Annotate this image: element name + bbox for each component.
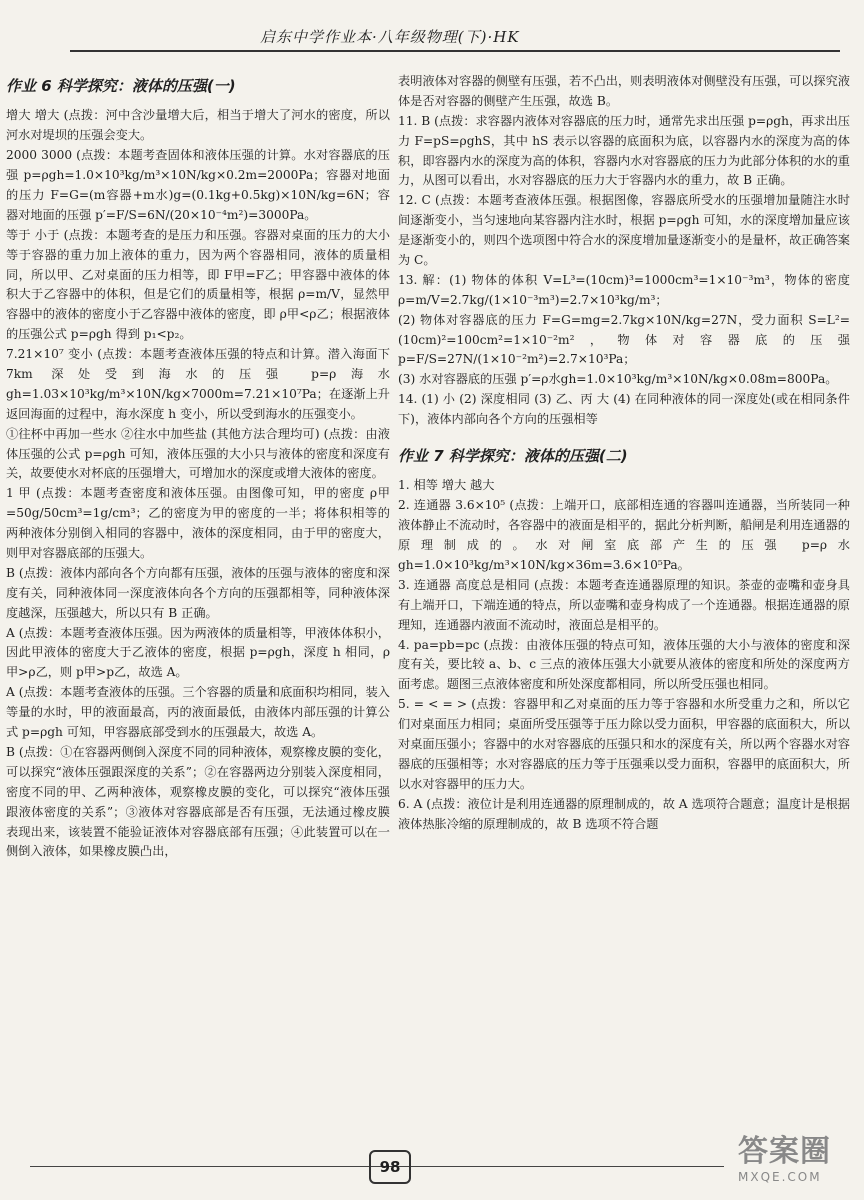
right-column — [398, 72, 850, 835]
answer-paragraph: 5. = < = > (点拨：容器甲和乙对桌面的压力等于容器和水所受重力之和，所以它们对桌面压力相同；桌面所受压强等于压力除以受力面积，甲容器的底面积大，所以对桌面压强小；容器中的水对容器底的压强只和水的深度有关，所以两个容器水对容器底的压强相等；水对容器底的压力等于压强乘以受力面积，容器甲的底面积大，所以水对容器甲的压力大。 — [398, 697, 850, 791]
header-rule — [70, 50, 840, 52]
answer-paragraph: 7.21×10⁷ 变小 (点拨：本题考查液体压强的特点和计算。潜入海面下 7km 深处受到海水的压强 p=ρ海水gh=1.03×10³kg/m³×10N/kg×7000m=7.21×10⁷Pa；在逐渐上升返回海面的过程中，海水深度 h 变小，所以受到海水的压强变小。 — [6, 347, 390, 421]
answer-paragraph: 4. pa=pb=pc (点拨：由液体压强的特点可知，液体压强的大小与液体的密度和深度有关，要比较 a、b、c 三点的液体压强大小就要从液体的密度和所处的深度两方面考虑。题图三点液体密度和所处深度都相同，所以所受压强也相同。 — [398, 637, 850, 692]
answer-paragraph: A (点拨：本题考查液体的压强。三个容器的质量和底面积均相同，装入等量的水时，甲的液面最高，丙的液面最低，由液体内部压强的计算公式 p=ρgh 可知，甲容器底部受到水的压强最大，故选 A。 — [6, 685, 390, 740]
answer-paragraph: 12. C (点拨：本题考查液体压强。根据图像，容器底所受水的压强增加量随注水时间逐渐变小，当匀速地向某容器内注水时，根据 p=ρgh 可知，水的深度增加量应该是逐渐变小的，则四个选项图中符合水的深度增加量逐渐变小的是量杯，故正确答案为 C。 — [398, 193, 850, 268]
answer-paragraph: 表明液体对容器的侧壁有压强，若不凸出，则表明液体对侧壁没有压强，可以探究液体是否对容器的侧壁产生压强，故选 B。 — [398, 74, 850, 108]
answer-paragraph: 1 甲 (点拨：本题考查密度和液体压强。由图像可知，甲的密度 ρ甲=50g/50cm³=1g/cm³；乙的密度为甲的密度的一半；将体积相等的两种液体分别倒入相同的容器中，液体的深度相同，由于甲的密度大，则甲对容器底部的压强大。 — [6, 486, 390, 561]
answer-paragraph: 2000 3000 (点拨：本题考查固体和液体压强的计算。水对容器底的压强 p=ρgh=1.0×10³kg/m³×10N/kg×0.2m=2000Pa；容器对地面的压力 F=G=(m容器+m水)g=(0.1kg+0.5kg)×10N/kg=6N；容器对地面的压强 p′=F/S=6N/(20×10⁻⁴m²)=3000Pa。 — [6, 148, 390, 222]
answer-paragraph: 13. 解：(1) 物体的体积 V=L³=(10cm)³=1000cm³=1×10⁻³m³，物体的密度 ρ=m/V=2.7kg/(1×10⁻³m³)=2.7×10³kg/m³； — [398, 272, 850, 307]
section-heading-6: 作业 6 科学探究：液体的压强(一) — [6, 77, 236, 95]
section-heading-7: 作业 7 科学探究：液体的压强(二) — [398, 447, 628, 466]
answer-paragraph: 2. 连通器 3.6×10⁵ (点拨：上端开口，底部相连通的容器叫连通器，当所装同一种液体静止不流动时，各容器中的液面是相平的，据此分析判断，船闸是利用连通器的原理制成的。水对闸室底部产生的压强 p=ρ水gh=1.0×10³kg/m³×10N/kg×36m=3.6×10⁵Pa。 — [398, 498, 850, 573]
answer-paragraph: A (点拨：本题考查液体压强。因为两液体的质量相等，甲液体体积小，因此甲液体的密度大于乙液体的密度，根据 p=ρgh，深度 h 相同，ρ甲>ρ乙，则 p甲>p乙，故选 A。 — [6, 625, 390, 680]
page-footer — [0, 1134, 864, 1190]
answer-paragraph: 14. (1) 小 (2) 深度相同 (3) 乙、丙 大 (4) 在同种液体的同一深度处(或在相同条件下)，液体内部向各个方向的压强相等 — [398, 392, 850, 427]
answer-paragraph: (3) 水对容器底的压强 p′=ρ水gh=1.0×10³kg/m³×10N/kg×0.08m=800Pa。 — [398, 372, 838, 387]
answer-paragraph: (2) 物体对容器底的压力 F=G=mg=2.7kg×10N/kg=27N，受力面积 S=L²=(10cm)²=100cm²=1×10⁻²m²，物体对容器底的压强 p=F/S=27N/(1×10⁻²m²)=2.7×10³Pa； — [398, 312, 850, 367]
watermark-logo — [738, 1126, 858, 1186]
left-column — [6, 72, 390, 862]
running-title: 启东中学作业本·八年级物理(下)·HK — [260, 28, 520, 46]
answer-paragraph: 1. 相等 增大 越大 — [398, 478, 495, 493]
answer-paragraph: 增大 增大 (点拨：河中含沙量增大后，相当于增大了河水的密度，所以河水对堤坝的压强会变大。 — [6, 108, 390, 143]
answer-paragraph: 等于 小于 (点拨：本题考查的是压力和压强。容器对桌面的压力的大小等于容器的重力加上液体的重力，因为两个容器相同，液体的质量相同，所以甲、乙对桌面的压力相等，即 F甲=F乙；甲容器中液体的体积大于乙容器中的体积，但是它们的质量相等，根据 ρ=m/V，显然甲容器中的液体的密度小于乙容器中液体的密度，即 ρ甲<ρ乙；根据液体的压强公式 p=ρgh 得到 p₁<p₂。 — [6, 227, 390, 342]
answer-paragraph: ①往杯中再加一些水 ②往水中加些盐 (其他方法合理均可) (点拨：由液体压强的公式 p=ρgh 可知，液体压强的大小只与液体的密度和深度有关，故要使水对杯底的压强增大，可增加水的深度或增大液体的密度。 — [6, 426, 390, 481]
watermark-line2: MXQE.COM — [738, 1170, 822, 1184]
answer-paragraph: B (点拨：液体内部向各个方向都有压强，液体的压强与液体的密度和深度有关，同种液体同一深度液体向各个方向的压强都相等，同种液体深度越深，压强越大，所以只有 B 正确。 — [6, 565, 390, 620]
answer-paragraph: 6. A (点拨：液位计是利用连通器的原理制成的，故 A 选项符合题意；温度计是根据液体热胀冷缩的原理制成的，故 B 选项不符合题 — [398, 796, 850, 831]
answer-paragraph: 11. B (点拨：求容器内液体对容器底的压力时，通常先求出压强 p=ρgh，再求出压力 F=pS=ρghS，其中 hS 表示以容器的底面积为底，以容器内水的深度为高的体积，即容器内水的深度为高的体积，容器内水对容器底的压力为此部分体积的水的重力，从图可以看出，水对容器底的压力大于容器内水的重力，故 B 正确。 — [398, 113, 850, 188]
answer-paragraph: 3. 连通器 高度总是相同 (点拨：本题考查连通器原理的知识。茶壶的壶嘴和壶身具有上端开口，下端连通的特点，所以壶嘴和壶身构成了一个连通器。根据连通器的原理知，连通器内液面不流动时，液面总是相平的。 — [398, 577, 850, 632]
page-header — [0, 18, 864, 58]
watermark-line1: 答案圈 — [738, 1134, 831, 1169]
page-number: 98 — [369, 1150, 411, 1184]
answer-paragraph: B (点拨：①在容器两侧倒入深度不同的同种液体，观察橡皮膜的变化，可以探究“液体压强跟深度的关系”；②在容器两边分别装入深度相同，密度不同的甲、乙两种液体，观察橡皮膜的变化，可以探究“液体压强跟液体密度的关系”；③液体对容器底部是否有压强，无法通过橡皮膜表现出来，该装置不能验证液体对容器底部有压强；④此装置可以在一侧倒入液体，如果橡皮膜凸出， — [6, 744, 390, 859]
